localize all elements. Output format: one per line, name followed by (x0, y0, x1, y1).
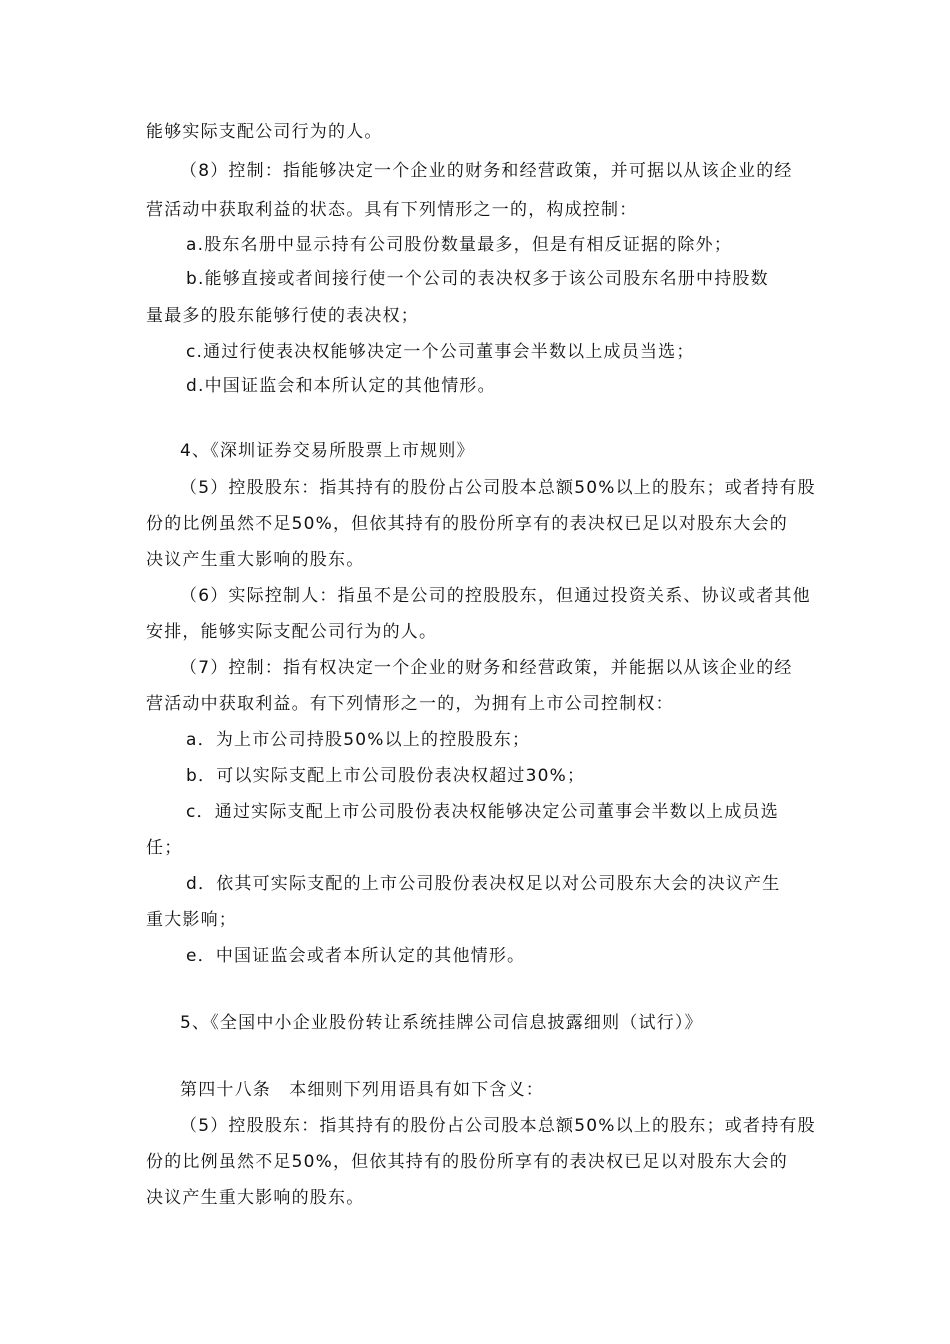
list-item: a．为上市公司持股50%以上的控股股东； (186, 730, 531, 750)
paragraph-line: （6）实际控制人：指虽不是公司的控股股东，但通过投资关系、协议或者其他 (180, 586, 811, 606)
article-heading: 第四十八条 本细则下列用语具有如下含义： (180, 1080, 544, 1100)
list-item: d.中国证监会和本所认定的其他情形。 (186, 376, 496, 396)
list-item: a.股东名册中显示持有公司股份数量最多，但是有相反证据的除外； (186, 235, 733, 255)
paragraph-line: （5）控股股东：指其持有的股份占公司股本总额50%以上的股东；或者持有股 (180, 478, 816, 498)
paragraph-line: 营活动中获取利益。有下列情形之一的，为拥有上市公司控制权： (146, 694, 674, 714)
paragraph-line: 能够实际支配公司行为的人。 (146, 122, 383, 142)
paragraph-line: 任； (146, 838, 183, 858)
list-item: b.能够直接或者间接行使一个公司的表决权多于该公司股东名册中持股数 (186, 269, 769, 289)
paragraph-line: 营活动中获取利益的状态。具有下列情形之一的，构成控制： (146, 200, 638, 220)
paragraph-line: 安排，能够实际支配公司行为的人。 (146, 622, 438, 642)
paragraph-line: （7）控制：指有权决定一个企业的财务和经营政策，并能据以从该企业的经 (180, 658, 793, 678)
paragraph-line: 量最多的股东能够行使的表决权； (146, 306, 419, 326)
list-item: b．可以实际支配上市公司股份表决权超过30%； (186, 766, 586, 786)
list-item: c．通过实际支配上市公司股份表决权能够决定公司董事会半数以上成员选 (186, 802, 779, 822)
paragraph-line: 份的比例虽然不足50%，但依其持有的股份所享有的表决权已足以对股东大会的 (146, 1152, 788, 1172)
paragraph-line: （8）控制：指能够决定一个企业的财务和经营政策，并可据以从该企业的经 (180, 161, 793, 181)
paragraph-line: 决议产生重大影响的股东。 (146, 550, 365, 570)
paragraph-line: （5）控股股东：指其持有的股份占公司股本总额50%以上的股东；或者持有股 (180, 1116, 816, 1136)
paragraph-line: 重大影响； (146, 910, 237, 930)
paragraph-line: 决议产生重大影响的股东。 (146, 1188, 365, 1208)
paragraph-line: 份的比例虽然不足50%，但依其持有的股份所享有的表决权已足以对股东大会的 (146, 514, 788, 534)
list-item: d．依其可实际支配的上市公司股份表决权足以对公司股东大会的决议产生 (186, 874, 781, 894)
section-heading: 5、《全国中小企业股份转让系统挂牌公司信息披露细则（试行）》 (180, 1013, 703, 1033)
list-item: c.通过行使表决权能够决定一个公司董事会半数以上成员当选； (186, 342, 695, 362)
list-item: e．中国证监会或者本所认定的其他情形。 (186, 946, 526, 966)
section-heading: 4、《深圳证券交易所股票上市规则》 (180, 441, 475, 461)
